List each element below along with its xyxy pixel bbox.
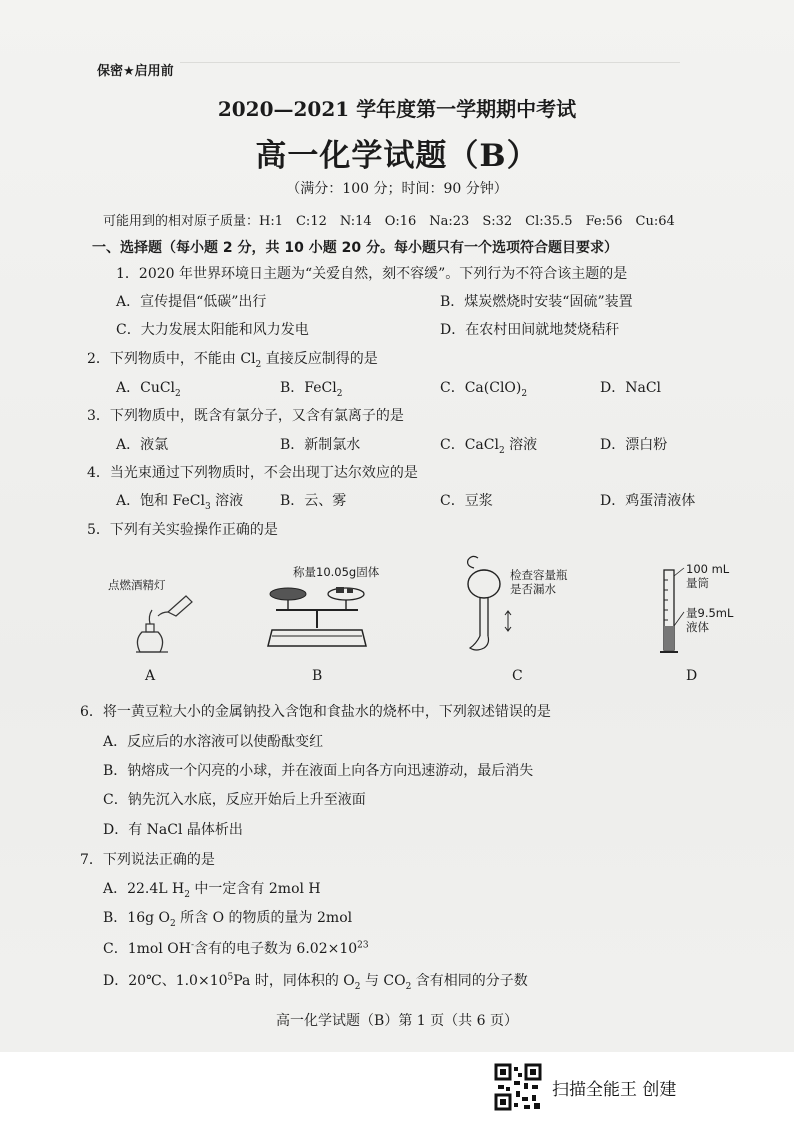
question-2-option-a: A．CuCl$_2$ [116, 380, 181, 399]
confidential-label: 保密★启用前 [97, 64, 174, 79]
question-5-stem: 5．下列有关实验操作正确的是 [87, 522, 278, 538]
balance-figure [262, 580, 372, 655]
question-1-option-d: D．在农村田间就地焚烧秸秆 [440, 322, 620, 338]
alcohol-lamp-figure [128, 590, 198, 660]
question-7-stem: 7．下列说法正确的是 [80, 852, 215, 868]
question-3-stem: 3．下列物质中，既含有氯分子，又含有氯离子的是 [87, 408, 404, 424]
page-footer: 高一化学试题（B）第 1 页（共 6 页） [276, 1013, 518, 1029]
graduated-cylinder-figure [656, 566, 686, 658]
question-3-option-b: B．新制氯水 [280, 437, 361, 453]
question-2-option-c: C．$Ca(ClO)_2$ [440, 380, 528, 399]
volumetric-flask-figure [458, 552, 518, 660]
figure-d-caption-line3: 量9.5mL [686, 606, 734, 620]
question-2-option-b: B．FeCl$_2$ [280, 380, 343, 399]
exam-title: 2020—2021 学年度第一学期期中考试 [217, 97, 577, 121]
figure-d-caption-line2: 量筒 [686, 576, 709, 590]
question-6-option-c: C．钠先沉入水底，反应开始后上升至液面 [103, 792, 366, 808]
question-1-option-c: C．大力发展太阳能和风力发电 [116, 322, 309, 338]
question-3-option-c: C．CaCl$_2$ 溶液 [440, 437, 538, 456]
question-7-option-a: A．22.4L $H_2$ 中一定含有 2mol H [103, 881, 321, 900]
question-4-option-a: A．饱和 FeCl$_3$ 溶液 [116, 493, 244, 512]
figure-c-caption-line2: 是否漏水 [510, 582, 556, 596]
section-heading: 一、选择题（每小题 2 分，共 10 小题 20 分。每小题只有一个选项符合题目要求） [92, 240, 618, 256]
question-3-option-d: D．漂白粉 [600, 437, 668, 453]
figure-c-caption-line1: 检查容量瓶 [510, 568, 568, 582]
question-1-option-a: A．宣传提倡“低碳”出行 [116, 294, 267, 310]
figure-d-caption-line1: 100 mL [686, 562, 730, 576]
question-4-option-b: B．云、雾 [280, 493, 347, 509]
scanner-text: 扫描全能王 创建 [552, 1079, 677, 1100]
figure-a-caption: 点燃酒精灯 [108, 578, 166, 592]
figure-b-letter: B [312, 668, 323, 684]
figure-c-letter: C [512, 668, 523, 684]
question-4-option-c: C．豆浆 [440, 493, 493, 509]
question-6-option-a: A．反应后的水溶液可以使酚酞变红 [103, 734, 324, 750]
question-4-option-d: D．鸡蛋清液体 [600, 493, 696, 509]
question-7-option-c: C．1mol OH-含有的电子数为 $6.02\times 10^{23}$ [103, 940, 369, 957]
question-4-stem: 4．当光束通过下列物质时，不会出现丁达尔效应的是 [87, 465, 418, 481]
figure-d-caption-line4: 液体 [686, 620, 709, 634]
question-7-option-b: B．16g $O_2$ 所含 O 的物质的量为 2mol [103, 910, 353, 929]
figure-d-letter: D [686, 668, 698, 684]
question-1-stem: 1．2020 年世界环境日主题为“关爱自然，刻不容缓”。下列行为不符合该主题的是 [116, 266, 628, 282]
question-7-option-d: D．20℃、$1.0\times 10^5Pa$ 时，同体积的 $O_2$ 与 $CO_2$ 含有相同的分子数 [103, 972, 528, 992]
figure-b-caption: 称量10.05g固体 [293, 565, 380, 579]
bleed-through-decoration [180, 62, 680, 64]
question-1-option-b: B．煤炭燃烧时安装“固硫”装置 [440, 294, 633, 310]
question-3-option-a: A．液氯 [116, 437, 169, 453]
score-time-info: （满分：100 分；时间：90 分钟） [286, 181, 508, 197]
scanner-watermark [494, 1063, 676, 1111]
qr-code-icon [494, 1063, 542, 1111]
page-title: 高一化学试题（B） [255, 138, 539, 174]
question-6-option-d: D．有 NaCl 晶体析出 [103, 822, 243, 838]
question-2-option-d: D．NaCl [600, 380, 662, 396]
question-6-option-b: B．钠熔成一个闪亮的小球，并在液面上向各方向迅速游动，最后消失 [103, 763, 534, 779]
atomic-masses: 可能用到的相对原子质量：H:1 C:12 N:14 O:16 Na:23 S:32 Cl:35.5 Fe:56 Cu:64 [103, 214, 675, 229]
question-6-stem: 6．将一黄豆粒大小的金属钠投入含饱和食盐水的烧杯中，下列叙述错误的是 [80, 704, 551, 720]
question-2-stem: 2．下列物质中，不能由 $Cl_2$ 直接反应制得的是 [87, 351, 378, 370]
figure-a-letter: A [145, 668, 156, 684]
